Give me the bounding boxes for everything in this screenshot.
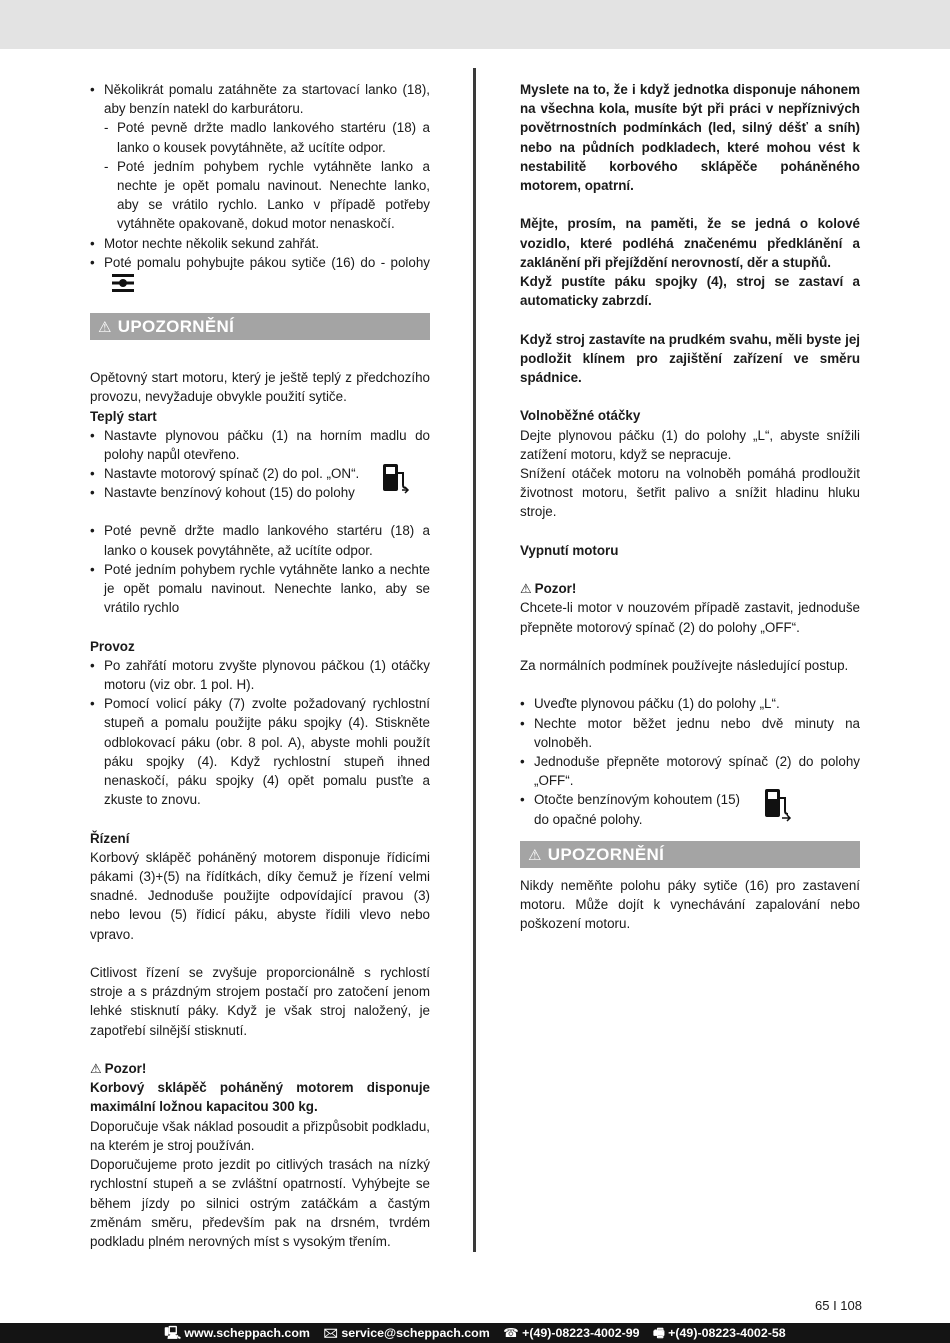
warning-triangle-icon: ⚠	[90, 1061, 102, 1077]
fuel-pump-icon	[380, 461, 410, 500]
warning-triangle-icon: ⚠	[528, 846, 542, 864]
caution-heading: ⚠ Pozor!	[90, 1061, 147, 1077]
list-item: • Nastavte motorový spínač (2) do pol. „ON“.	[90, 464, 430, 483]
fuel-pump-icon	[762, 786, 792, 827]
warning-banner	[90, 313, 430, 340]
steering-text: Korbový sklápěč poháněný motorem disponuje řídicími pákami (3)+(5) na řídítkách, díky čemuž je řízení velmi snadné. Jednoduše použijte odpovídající pravou (3) nebo levou (5) řídicí páku, abyste řídili vlevo nebo vpravo.	[90, 849, 430, 942]
footer-fax: 🖷 +(49)-08223-4002-58	[653, 1326, 786, 1340]
column-divider	[473, 68, 476, 1252]
footer-phone: ☎ +(49)-08223-4002-99	[503, 1326, 640, 1340]
list-item: • Nastavte plynovou páčku (1) na horním madlu do polohy napůl otevřeno.	[90, 426, 430, 464]
idle-text: Dejte plynovou páčku (1) do polohy „L“, abyste snížili zatížení motoru, když se nepracuje.	[520, 427, 860, 462]
warning-triangle-icon: ⚠	[520, 581, 532, 597]
list-item: • Pomocí volicí páky (7) zvolte požadovaný rychlostní stupeň a pomalu použijte páku spojky (4). Stiskněte odblokovací páku (obr. 8 pol. A), abyste mohli použít páku spojky (4). Když rychlostní stupeň ihned nenaskočí, páku spojky (4) opět pomalu pusťte a zkuste to znovu.	[90, 694, 430, 809]
warning-banner	[520, 841, 860, 868]
footer-bar	[0, 1323, 950, 1343]
steering-sensitivity-text: Citlivost řízení se zvyšuje proporcionálně s rychlostí stroje a s prázdným strojem postačí pro zatočení jenom lehké stisknutí páky. Když je však stroj naložený, je zapotřebí silnější stisknutí.	[90, 965, 430, 1038]
phone-icon: ☎	[503, 1326, 519, 1340]
list-item: - Poté jedním pohybem rychle vytáhněte lanko a nechte je opět pomalu navinout. Nenechte lanko, aby se vrátilo rychlo. Lanko v případě potřeby vytáhněte opakovaně, dokud motor nenaskočí.	[90, 157, 430, 234]
choke-warning-text: Nikdy neměňte polohu páky sytiče (16) pro zastavení motoru. Může dojít k vynechávání zapalování nebo poškození motoru.	[520, 877, 860, 932]
fax-icon: 🖷	[653, 1326, 665, 1340]
warning-triangle-icon: ⚠	[98, 319, 112, 337]
list-item: • Motor nechte několik sekund zahřát.	[90, 234, 430, 253]
right-column	[520, 80, 860, 933]
warm-start-list	[90, 426, 430, 618]
list-item: • Po zahřátí motoru zvyšte plynovou páčkou (1) otáčky motoru (viz obr. 1 pol. H).	[90, 656, 430, 694]
list-item	[90, 483, 430, 521]
capacity-text: Korbový sklápěč poháněný motorem disponuje maximální ložnou kapacitou 300 kg.	[90, 1080, 430, 1115]
top-bar	[0, 0, 950, 49]
monitor-icon: 🖳	[164, 1326, 181, 1340]
list-item: • Poté jedním pohybem rychle vytáhněte lanko a nechte je opět pomalu navinout. Nenechte lanko, aby se vrátilo rychlo	[90, 560, 430, 618]
driving-text: Doporučujeme proto jezdit po citlivých trasách na nízký rychlostní stupeň a se zvláštní opatrností. Vyhýbejte se během jízdy po silnici ostrým zatáčkám a častým změnám směru, především pak na drsném, tvrdém podkladu plném nerovných míst s vysokým třením.	[90, 1157, 430, 1249]
emergency-stop-text: Chcete-li motor v nouzovém případě zastavit, jednoduše přepněte motorový spínač (2) do polohy „OFF“.	[520, 600, 860, 635]
idle-benefit-text: Snížení otáček motoru na volnoběh pomáhá prodloužit životnost motoru, šetřit palivo a snížit hladinu hluku stroje.	[520, 466, 860, 520]
list-item: • Uveďte plynovou páčku (1) do polohy „L“.	[520, 694, 860, 713]
list-item: • Poté pevně držte madlo lankového startéru (18) a lanko o kousek povytáhněte, až ucítíte odpor.	[90, 521, 430, 559]
fuel-tap-close-text: Otočte benzínovým kohoutem (15) do opačné polohy.	[534, 792, 740, 827]
list-item: - Poté pevně držte madlo lankového startéru (18) a lanko o kousek povytáhněte, až ucítíte odpor.	[90, 118, 430, 156]
fuel-tap-text: Nastavte benzínový kohout (15) do polohy	[104, 485, 355, 501]
operation-list	[90, 656, 430, 810]
tilt-warning-text: Mějte, prosím, na paměti, že se jedná o kolové vozidlo, které podléhá značenému předklánění a zaklánění při přejíždění nerovností, děr a stupňů.	[520, 216, 860, 270]
warning-title: UPOZORNĚNÍ	[117, 317, 235, 337]
footer-web[interactable]: 🖳 www.scheppach.com	[164, 1326, 310, 1340]
choke-text: Poté pomalu pohybujte pákou sytiče (16) do - polohy	[104, 254, 430, 270]
list-item: • Jednoduše přepněte motorový spínač (2) do polohy „OFF“.	[520, 752, 860, 790]
list-item	[90, 253, 430, 299]
caution-heading: ⚠ Pozor!	[520, 581, 577, 597]
list-item: • Několikrát pomalu zatáhněte za startovací lanko (18), aby benzín natekl do karburátoru.	[90, 80, 430, 118]
slope-text: Když stroj zastavíte na prudkém svahu, měli byste jej podložit klínem pro zajištění zařízení ve směru spádnice.	[520, 331, 860, 386]
shutdown-heading: Vypnutí motoru	[520, 542, 619, 558]
list-item	[520, 790, 860, 828]
warning-title: UPOZORNĚNÍ	[547, 844, 665, 864]
footer-email[interactable]: 🖂 service@scheppach.com	[323, 1326, 490, 1340]
load-text: Doporučuje však náklad posoudit a přizpůsobit podkladu, na kterém je stroj používán.	[90, 1118, 430, 1153]
normal-procedure-text: Za normálních podmínek používejte následující postup.	[520, 658, 849, 673]
shutdown-list	[520, 694, 860, 828]
page-number: 65 I 108	[815, 1298, 862, 1313]
idle-heading: Volnoběžné otáčky	[520, 408, 641, 424]
choke-icon	[110, 272, 136, 299]
list-item: • Nechte motor běžet jednu nebo dvě minuty na volnoběh.	[520, 714, 860, 752]
restart-text: Opětovný start motoru, který je ještě teplý z předchozího provozu, nevyžaduje obvykle použití sytiče.	[90, 370, 430, 405]
steering-heading: Řízení	[90, 830, 130, 846]
left-column	[90, 80, 430, 1251]
weather-warning-text: Myslete na to, že i když jednotka disponuje náhonem na všechna kola, musíte být při práci v nepříznivých povětrnostních podmínkách (led, silný déšť a sníh) nebo na půdních podkladech, které mohou vést k nestabilitě korbového sklápěče poháněného motorem, opatrní.	[520, 82, 860, 194]
warm-start-heading: Teplý start	[90, 408, 157, 424]
intro-list	[90, 80, 430, 299]
operation-heading: Provoz	[90, 638, 135, 654]
envelope-icon: 🖂	[323, 1326, 338, 1340]
clutch-text: Když pustíte páku spojky (4), stroj se zastaví a automaticky zabrzdí.	[520, 274, 860, 309]
